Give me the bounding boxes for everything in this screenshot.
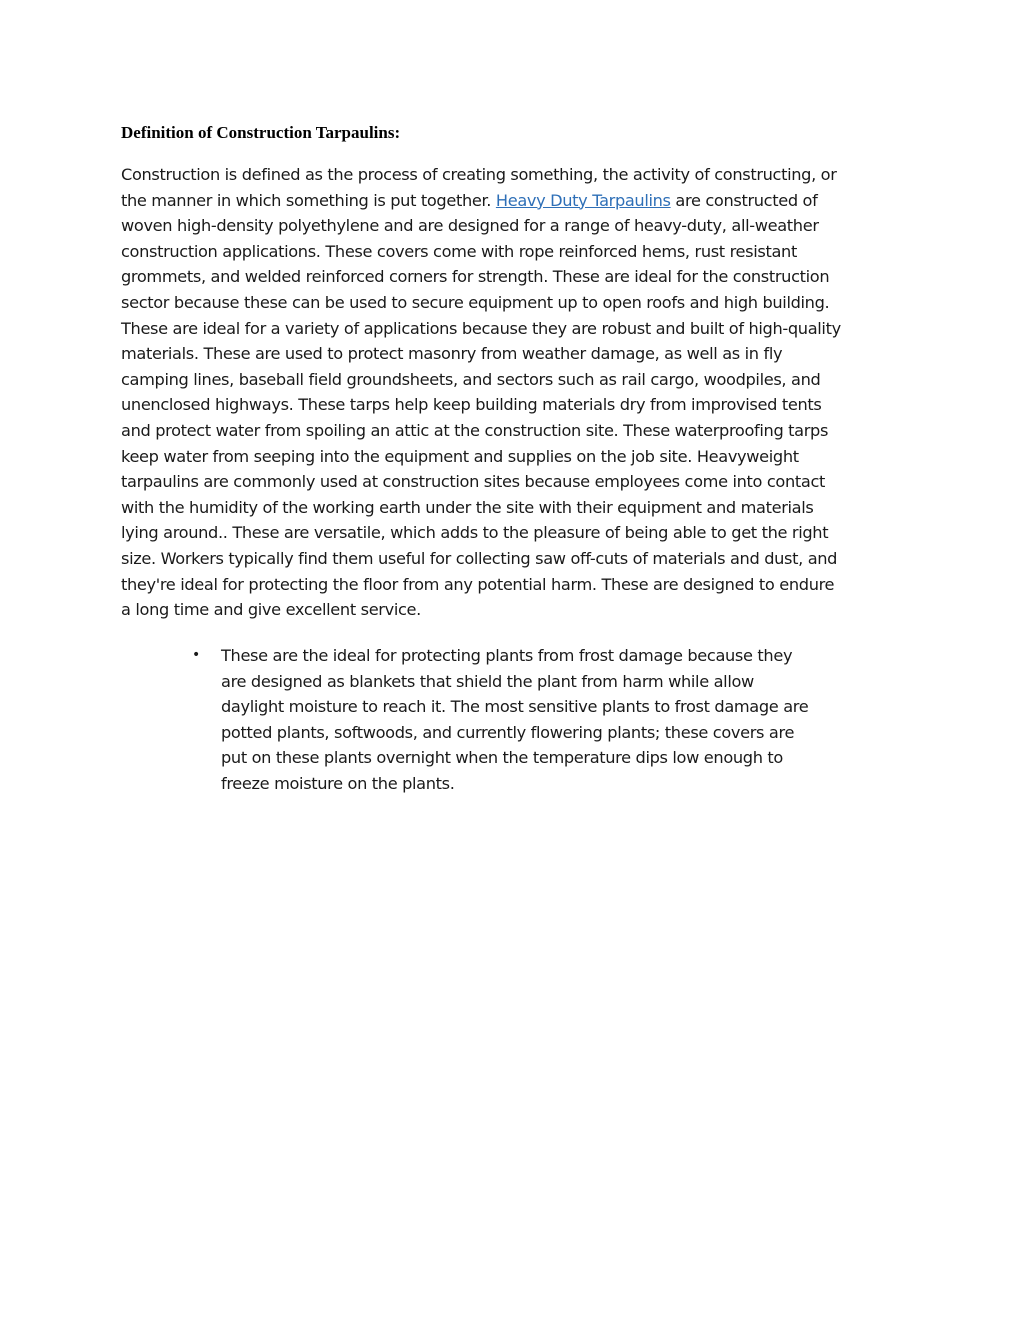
bullet-line: potted plants, softwoods, and currently flowering plants; these covers are <box>221 722 795 742</box>
paragraph-line: they're ideal for protecting the floor from any potential harm. These are designed to endure <box>121 574 835 594</box>
section-heading: Definition of Construction Tarpaulins: <box>121 123 401 142</box>
paragraph-text: the manner in which something is put together. <box>121 190 496 210</box>
bullet-line: put on these plants overnight when the temperature dips low enough to <box>221 748 783 768</box>
paragraph-line: camping lines, baseball field groundsheets, and sectors such as rail cargo, woodpiles, and <box>121 369 821 389</box>
paragraph-line: These are ideal for a variety of applications because they are robust and built of high-quality <box>121 318 841 338</box>
paragraph-line: keep water from seeping into the equipment and supplies on the job site. Heavyweight <box>121 446 799 466</box>
paragraph-line: a long time and give excellent service. <box>121 600 421 620</box>
paragraph-text: are constructed of <box>670 190 818 210</box>
bullet-line: are designed as blankets that shield the plant from harm while allow <box>221 671 754 691</box>
paragraph-line: construction applications. These covers come with rope reinforced hems, rust resistant <box>121 241 797 261</box>
paragraph-line: Construction is defined as the process of creating something, the activity of constructing, or <box>121 165 837 184</box>
paragraph-line: and protect water from spoiling an attic at the construction site. These waterproofing tarps <box>121 420 829 440</box>
paragraph-line: sector because these can be used to secure equipment up to open roofs and high building. <box>121 292 830 312</box>
paragraph-line: tarpaulins are commonly used at construction sites because employees come into contact <box>121 472 826 492</box>
paragraph-line: grommets, and welded reinforced corners for strength. These are ideal for the construction <box>121 267 830 287</box>
paragraph-line: with the humidity of the working earth under the site with their equipment and materials <box>121 497 814 517</box>
bullet-line: daylight moisture to reach it. The most sensitive plants to frost damage are <box>221 697 809 717</box>
paragraph-line: woven high-density polyethylene and are designed for a range of heavy-duty, all-weather <box>121 216 819 236</box>
paragraph-line: unenclosed highways. These tarps help keep building materials dry from improvised tents <box>121 395 822 415</box>
paragraph-line: lying around.. These are versatile, which adds to the pleasure of being able to get the right <box>121 523 829 543</box>
bullet-text <box>221 643 881 797</box>
body-paragraph <box>121 162 911 623</box>
paragraph-line-with-link <box>121 188 911 214</box>
heavy-duty-tarpaulins-link[interactable]: Heavy Duty Tarpaulins <box>495 190 671 210</box>
bullet-icon: • <box>192 647 201 663</box>
paragraph-line: size. Workers typically find them useful for collecting saw off-cuts of materials and dust, and <box>121 548 838 568</box>
paragraph-line: materials. These are used to protect masonry from weather damage, as well as in fly <box>121 344 783 364</box>
bullet-line: These are the ideal for protecting plants from frost damage because they <box>221 646 793 665</box>
bullet-line: freeze moisture on the plants. <box>221 773 455 793</box>
